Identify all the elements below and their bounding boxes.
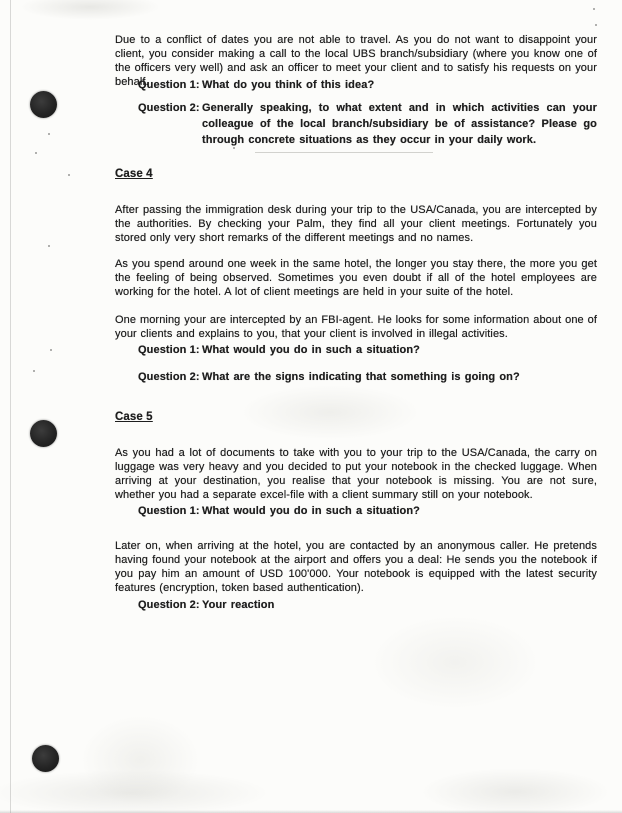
scan-smudge [80, 715, 200, 805]
scan-speck [48, 245, 50, 247]
scan-speck [48, 133, 50, 135]
hole-punch-top [30, 91, 57, 118]
question-label: Question 1: [138, 505, 200, 517]
case5-title: Case 5 [115, 411, 153, 423]
faint-scan-line [255, 152, 433, 153]
question-label: Question 1: [138, 344, 200, 356]
case5-paragraph-1: As you had a lot of documents to take with you to your trip to the USA/Canada, the carry on luggage was very heavy and you decided to put your notebook in the checked luggage. When arriving at your destination, you realise that your notebook is missing. You are not sure, whether you had a separate excel-file with a client summary still on your notebook. [115, 447, 597, 501]
intro-paragraph: Due to a conflict of dates you are not able to travel. As you do not want to disappoint your client, you consider making a call to the local UBS branch/subsidiary (where you know one of the officers very well) and ask an officer to meet your client and to satisfy his requests on your behalf. [115, 34, 597, 88]
question-label: Question 2: [138, 102, 200, 114]
hole-punch-bottom [32, 745, 59, 772]
question-text: Generally speaking, to what extent and in which activities can your colleague of the local branch/subsidiary be of assistance? Please go through concrete situations as they occur in your daily work. [202, 102, 597, 146]
case4-question-2 [115, 369, 597, 385]
case4-paragraph-1: After passing the immigration desk during your trip to the USA/Canada, you are intercepted by the authorities. By checking your Palm, they find all your client meetings. Fortunately you stored only very short remarks of the different meetings and no names. [115, 204, 597, 244]
scan-speck [595, 24, 597, 26]
scan-smudge [20, 0, 160, 20]
question-text: What would you do in such a situation? [202, 505, 420, 517]
scan-smudge [370, 615, 540, 710]
question-text: Your reaction [202, 599, 275, 611]
question-label: Question 1: [138, 79, 200, 91]
scan-speck [50, 349, 52, 351]
intro-question-2 [115, 100, 597, 148]
case4-title: Case 4 [115, 168, 153, 180]
case5-question-2 [115, 597, 597, 613]
scan-speck [68, 174, 70, 176]
scan-smudge [0, 770, 270, 813]
scan-edge-line [10, 0, 11, 813]
scan-speck [33, 370, 35, 372]
question-text: What would you do in such a situation? [202, 344, 420, 356]
case4-paragraph-3: One morning your are intercepted by an FBI-agent. He looks for some information about one of your clients and explains to you, that your client is involved in illegal activities. [115, 314, 597, 340]
question-text: What do you think of this idea? [202, 79, 375, 91]
scan-smudge [240, 385, 420, 440]
case4-paragraph-2: As you spend around one week in the same hotel, the longer you stay there, the more you get the feeling of being observed. Sometimes you even doubt if all of the hotel employees are working for the hotel. A lot of client meetings are held in your suite of the hotel. [115, 258, 597, 298]
case4-question-1 [115, 342, 597, 358]
question-label: Question 2: [138, 371, 200, 383]
case5-question-1 [115, 503, 597, 519]
case5-paragraph-2: Later on, when arriving at the hotel, you are contacted by an anonymous caller. He pretends having found your notebook at the airport and offers you a deal: He sends you the notebook if you pay him an amount of USD 100'000. Your notebook is equipped with the latest security features (encryption, token based authentication). [115, 540, 597, 594]
scan-smudge [420, 768, 610, 813]
scan-speck [35, 152, 37, 154]
hole-punch-middle [30, 420, 57, 447]
intro-question-1 [115, 77, 597, 93]
question-label: Question 2: [138, 599, 200, 611]
scan-speck [593, 8, 595, 10]
question-text: What are the signs indicating that something is going on? [202, 371, 520, 383]
